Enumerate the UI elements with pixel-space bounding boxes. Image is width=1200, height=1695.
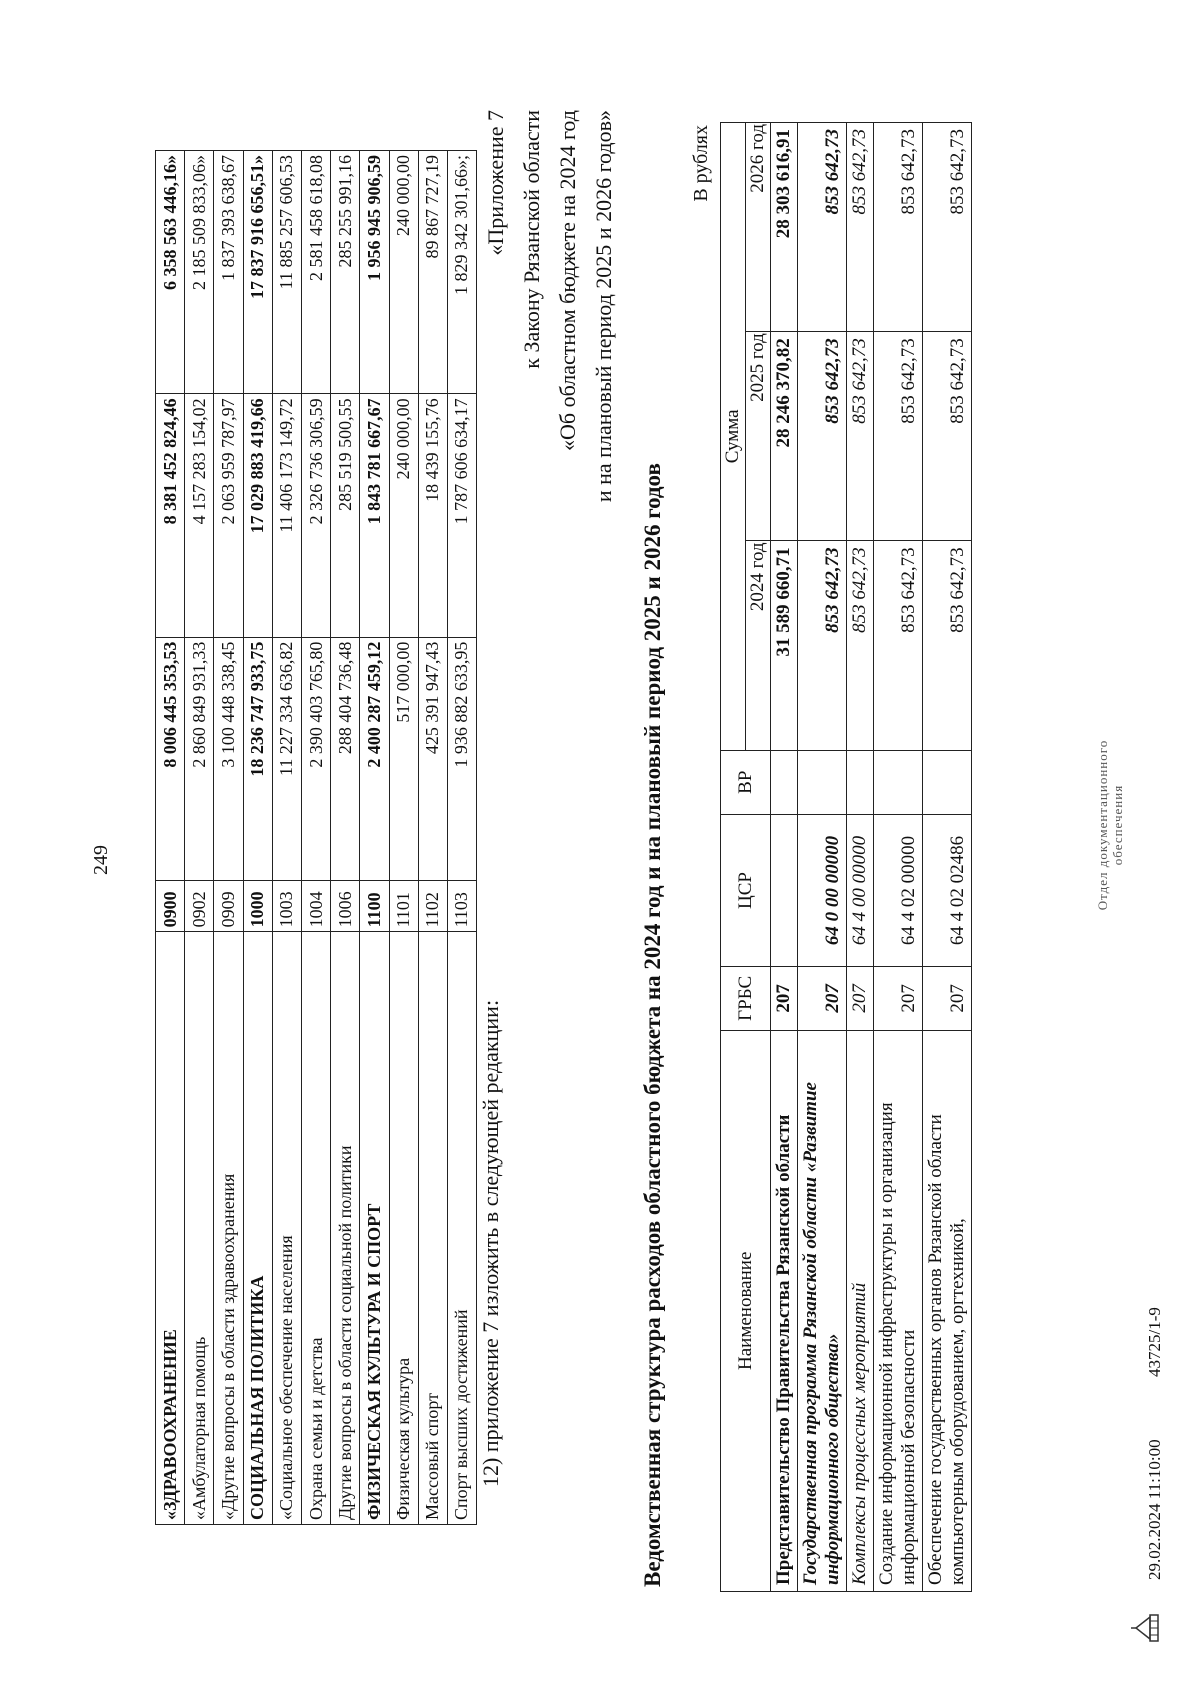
table-row (418, 151, 447, 1525)
document-title: Ведомственная структура расходов областного бюджета на 2024 год и на плановый период 2025 и 2026 годов (640, 463, 665, 1587)
row-2024-cell: 425 391 947,43 (418, 637, 447, 880)
row-name-cell: Другие вопросы в области социальной политики (331, 932, 360, 1525)
header-2025: 2025 год (746, 332, 771, 541)
row-2025-cell: 240 000,00 (389, 394, 418, 637)
row-2025-cell: 28 246 370,82 (771, 332, 798, 541)
row-2024-cell: 2 860 849 931,33 (185, 637, 214, 880)
row-vr-cell (923, 750, 972, 814)
row-2025-cell: 17 029 883 419,66 (243, 394, 272, 637)
row-code-cell: 0900 (156, 880, 185, 931)
row-2024-cell: 853 642,73 (923, 541, 972, 750)
stamp-line-2: обеспечения (1110, 784, 1125, 866)
row-name-cell: Создание информационной инфраструктуры и организация информационной безопасности (874, 1030, 923, 1591)
row-name-cell: Обеспечение государственных органов Рязанской области компьютерным оборудованием, оргтехникой, (923, 1030, 972, 1591)
row-code-cell: 1000 (243, 880, 272, 931)
row-code-cell: 1004 (301, 880, 330, 931)
header-name: Наименование (721, 1030, 771, 1591)
row-name-cell: Физическая культура (389, 932, 418, 1525)
row-2024-cell: 853 642,73 (798, 541, 847, 750)
row-2026-cell: 853 642,73 (847, 123, 874, 332)
row-2026-cell: 1 837 393 638,67 (214, 151, 243, 394)
row-2024-cell: 517 000,00 (389, 637, 418, 880)
table-row (301, 151, 330, 1525)
row-2026-cell: 11 885 257 606,53 (272, 151, 301, 394)
table-row (272, 151, 301, 1525)
header-2024: 2024 год (746, 541, 771, 750)
row-grbs-cell: 207 (771, 967, 798, 1031)
row-2025-cell: 2 063 959 787,97 (214, 394, 243, 637)
row-name-cell: «Социальное обеспечение населения (272, 932, 301, 1525)
header-sum: Сумма (721, 123, 746, 751)
row-2026-cell: 853 642,73 (874, 123, 923, 332)
table-row (847, 123, 874, 1592)
header-grbs: ГРБС (721, 967, 771, 1031)
row-vr-cell (847, 750, 874, 814)
units-label: В рублях (690, 125, 712, 202)
row-2026-cell: 28 303 616,91 (771, 123, 798, 332)
row-2026-cell: 853 642,73 (798, 123, 847, 332)
table-row (185, 151, 214, 1525)
row-code-cell: 1101 (389, 880, 418, 931)
row-2025-cell: 1 787 606 634,17 (447, 394, 476, 637)
row-2024-cell: 288 404 736,48 (331, 637, 360, 880)
row-2026-cell: 6 358 563 446,16» (156, 151, 185, 394)
row-code-cell: 1102 (418, 880, 447, 931)
row-name-cell: Комплексы процессных мероприятий (847, 1030, 874, 1591)
row-2024-cell: 853 642,73 (874, 541, 923, 750)
row-name-cell: Спорт высших достижений (447, 932, 476, 1525)
row-2026-cell: 1 956 945 906,59 (360, 151, 389, 394)
row-code-cell: 1100 (360, 880, 389, 931)
row-grbs-cell: 207 (923, 967, 972, 1031)
row-name-cell: «ЗДРАВООХРАНЕНИЕ (156, 932, 185, 1525)
row-2024-cell: 11 227 334 636,82 (272, 637, 301, 880)
row-2024-cell: 2 390 403 765,80 (301, 637, 330, 880)
row-code-cell: 0902 (185, 880, 214, 931)
appendix-line-1: «Приложение 7 (483, 110, 508, 256)
footer-document-code: 43725/1-9 (1145, 1307, 1164, 1377)
row-2025-cell: 4 157 283 154,02 (185, 394, 214, 637)
row-name-cell: «Амбулаторная помощь (185, 932, 214, 1525)
row-2025-cell: 18 439 155,76 (418, 394, 447, 637)
row-csr-cell: 64 4 00 00000 (847, 814, 874, 966)
row-name-cell: ФИЗИЧЕСКАЯ КУЛЬТУРА И СПОРТ (360, 932, 389, 1525)
table-row (156, 151, 185, 1525)
row-2026-cell: 2 185 509 833,06» (185, 151, 214, 394)
appendix-line-2: к Закону Рязанской области (519, 110, 544, 369)
header-vr: ВР (721, 750, 771, 814)
row-2026-cell: 89 867 727,19 (418, 151, 447, 394)
appendix-line-4: и на плановый период 2025 и 2026 годов» (591, 110, 616, 503)
table-row (447, 151, 476, 1525)
row-code-cell: 1003 (272, 880, 301, 931)
row-2024-cell: 18 236 747 933,75 (243, 637, 272, 880)
row-grbs-cell: 207 (847, 967, 874, 1031)
row-2026-cell: 285 255 991,16 (331, 151, 360, 394)
header-csr: ЦСР (721, 814, 771, 966)
row-2026-cell: 240 000,00 (389, 151, 418, 394)
row-2024-cell: 1 936 882 633,95 (447, 637, 476, 880)
row-2024-cell: 8 006 445 353,53 (156, 637, 185, 880)
row-2026-cell: 2 581 458 618,08 (301, 151, 330, 394)
appendix-line-3: «Об областном бюджете на 2024 год (555, 110, 580, 451)
row-code-cell: 1006 (331, 880, 360, 931)
row-grbs-cell: 207 (798, 967, 847, 1031)
row-code-cell: 0909 (214, 880, 243, 931)
row-vr-cell (798, 750, 847, 814)
table-row (331, 151, 360, 1525)
row-2024-cell: 853 642,73 (847, 541, 874, 750)
table-row (360, 151, 389, 1525)
row-2025-cell: 853 642,73 (798, 332, 847, 541)
table-row (874, 123, 923, 1592)
row-vr-cell (874, 750, 923, 814)
row-name-cell: «Другие вопросы в области здравоохранения (214, 932, 243, 1525)
row-2024-cell: 2 400 287 459,12 (360, 637, 389, 880)
row-csr-cell (771, 814, 798, 966)
table-row (214, 151, 243, 1525)
row-2024-cell: 3 100 448 338,45 (214, 637, 243, 880)
table-row (923, 123, 972, 1592)
row-2025-cell: 2 326 736 306,59 (301, 394, 330, 637)
table-row (243, 151, 272, 1525)
row-csr-cell: 64 0 00 00000 (798, 814, 847, 966)
row-name-cell: Массовый спорт (418, 932, 447, 1525)
row-name-cell: Охрана семьи и детства (301, 932, 330, 1525)
row-name-cell: Государственная программа Рязанской области «Развитие информационного общества» (798, 1030, 847, 1591)
row-2025-cell: 8 381 452 824,46 (156, 394, 185, 637)
row-2024-cell: 31 589 660,71 (771, 541, 798, 750)
duma-emblem-icon (1128, 1611, 1162, 1645)
row-2026-cell: 1 829 342 301,66»; (447, 151, 476, 394)
row-name-cell: СОЦИАЛЬНАЯ ПОЛИТИКА (243, 932, 272, 1525)
row-2026-cell: 17 837 916 656,51» (243, 151, 272, 394)
row-csr-cell: 64 4 02 02486 (923, 814, 972, 966)
row-2025-cell: 853 642,73 (847, 332, 874, 541)
table-row (771, 123, 798, 1592)
row-vr-cell (771, 750, 798, 814)
header-2026: 2026 год (746, 123, 771, 332)
row-grbs-cell: 207 (874, 967, 923, 1031)
stamp-line-1: Отдел документационного (1095, 739, 1110, 911)
row-code-cell: 1103 (447, 880, 476, 931)
amendment-clause: 12) приложение 7 изложить в следующей редакции: (478, 999, 503, 1487)
row-2025-cell: 11 406 173 149,72 (272, 394, 301, 637)
row-2025-cell: 285 519 500,55 (331, 394, 360, 637)
row-2025-cell: 1 843 781 667,67 (360, 394, 389, 637)
departmental-structure-table (720, 122, 972, 1592)
footer-timestamp: 29.02.2024 11:10:00 (1145, 1439, 1164, 1580)
page-number: 249 (90, 845, 112, 875)
row-2025-cell: 853 642,73 (923, 332, 972, 541)
row-csr-cell: 64 4 02 00000 (874, 814, 923, 966)
row-2025-cell: 853 642,73 (874, 332, 923, 541)
budget-sections-table (155, 150, 477, 1525)
department-stamp (1095, 700, 1125, 950)
row-2026-cell: 853 642,73 (923, 123, 972, 332)
row-name-cell: Представительство Правительства Рязанской области (771, 1030, 798, 1591)
table-row (389, 151, 418, 1525)
table-row (798, 123, 847, 1592)
